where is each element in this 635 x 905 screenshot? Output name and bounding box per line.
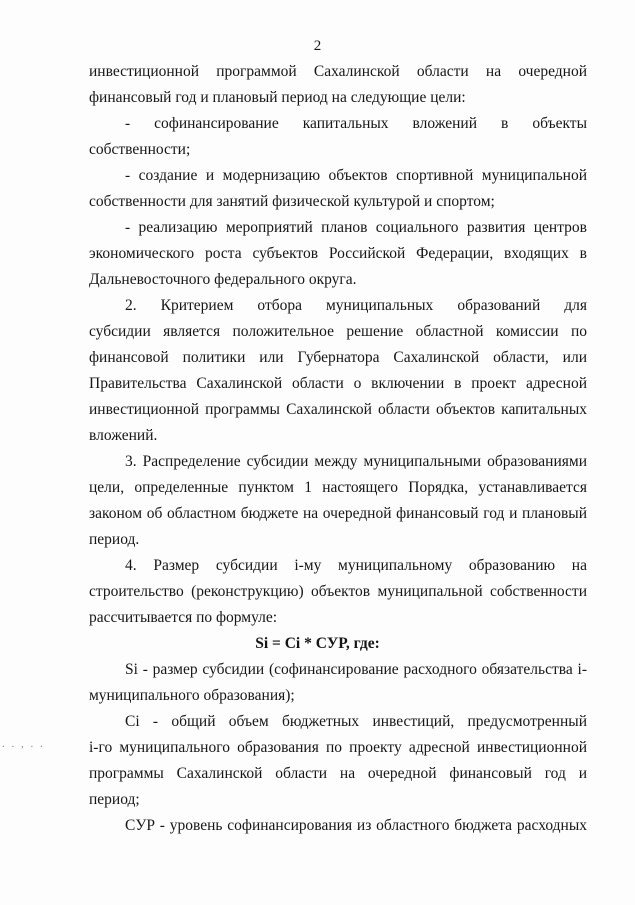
text-line: инвестиционной программой Сахалинской области на очередной bbox=[89, 63, 587, 80]
text-line: период. bbox=[89, 531, 140, 548]
margin-marks: . . , . . bbox=[2, 738, 45, 750]
text-line: финансовый год и плановый период на следующие цели: bbox=[89, 89, 466, 106]
text-line: i-го муниципального образования по проекту адресной инвестиционной bbox=[89, 739, 587, 756]
text-line: рассчитывается по формуле: bbox=[89, 609, 278, 626]
definition-cur: CУР - уровень софинансирования из областного бюджета расходных bbox=[125, 817, 587, 834]
text-line: финансовой политики или Губернатора Сахалинской области, или bbox=[89, 349, 587, 366]
definition-ci: Ci - общий объем бюджетных инвестиций, предусмотренный bbox=[125, 713, 587, 730]
text-line: субсидии является положительное решение областной комиссии по bbox=[89, 323, 587, 340]
definition-si: Si - размер субсидии (софинансирование расходного обязательства i- bbox=[125, 661, 587, 678]
text-line: период; bbox=[89, 791, 140, 808]
paragraph-start: 3. Распределение субсидии между муниципальными образованиями bbox=[125, 453, 587, 470]
list-item: - создание и модернизацию объектов спортивной муниципальной bbox=[125, 167, 587, 184]
formula: Si = Ci * CУР, где: bbox=[255, 635, 380, 652]
list-item: - реализацию мероприятий планов социального развития центров bbox=[125, 219, 587, 236]
text-line: строительство (реконструкцию) объектов муниципальной собственности bbox=[89, 583, 587, 600]
text-line: вложений. bbox=[89, 427, 158, 444]
text-line: муниципального образования); bbox=[89, 687, 295, 704]
list-item: - софинансирование капитальных вложений в объекты bbox=[125, 115, 587, 132]
paragraph-start: 4. Размер субсидии i-му муниципальному образованию на bbox=[125, 557, 587, 574]
text-line: цели, определенные пунктом 1 настоящего Порядка, устанавливается bbox=[89, 479, 587, 496]
text-line: законом об областном бюджете на очередной финансовый год и плановый bbox=[89, 505, 587, 522]
text-line: экономического роста субъектов Российской Федерации, входящих в bbox=[89, 245, 587, 262]
paragraph-start: 2. Критерием отбора муниципальных образований для bbox=[125, 297, 587, 314]
text-line: собственности; bbox=[89, 141, 191, 158]
text-line: собственности для занятий физической культурой и спортом; bbox=[89, 193, 495, 210]
text-line: Правительства Сахалинской области о включении в проект адресной bbox=[89, 375, 587, 392]
text-line: инвестиционной программы Сахалинской области объектов капитальных bbox=[89, 401, 587, 418]
text-line: программы Сахалинской области на очередной финансовый год и bbox=[89, 765, 587, 782]
page-number: 2 bbox=[313, 38, 322, 54]
text-line: Дальневосточного федерального округа. bbox=[89, 271, 357, 288]
